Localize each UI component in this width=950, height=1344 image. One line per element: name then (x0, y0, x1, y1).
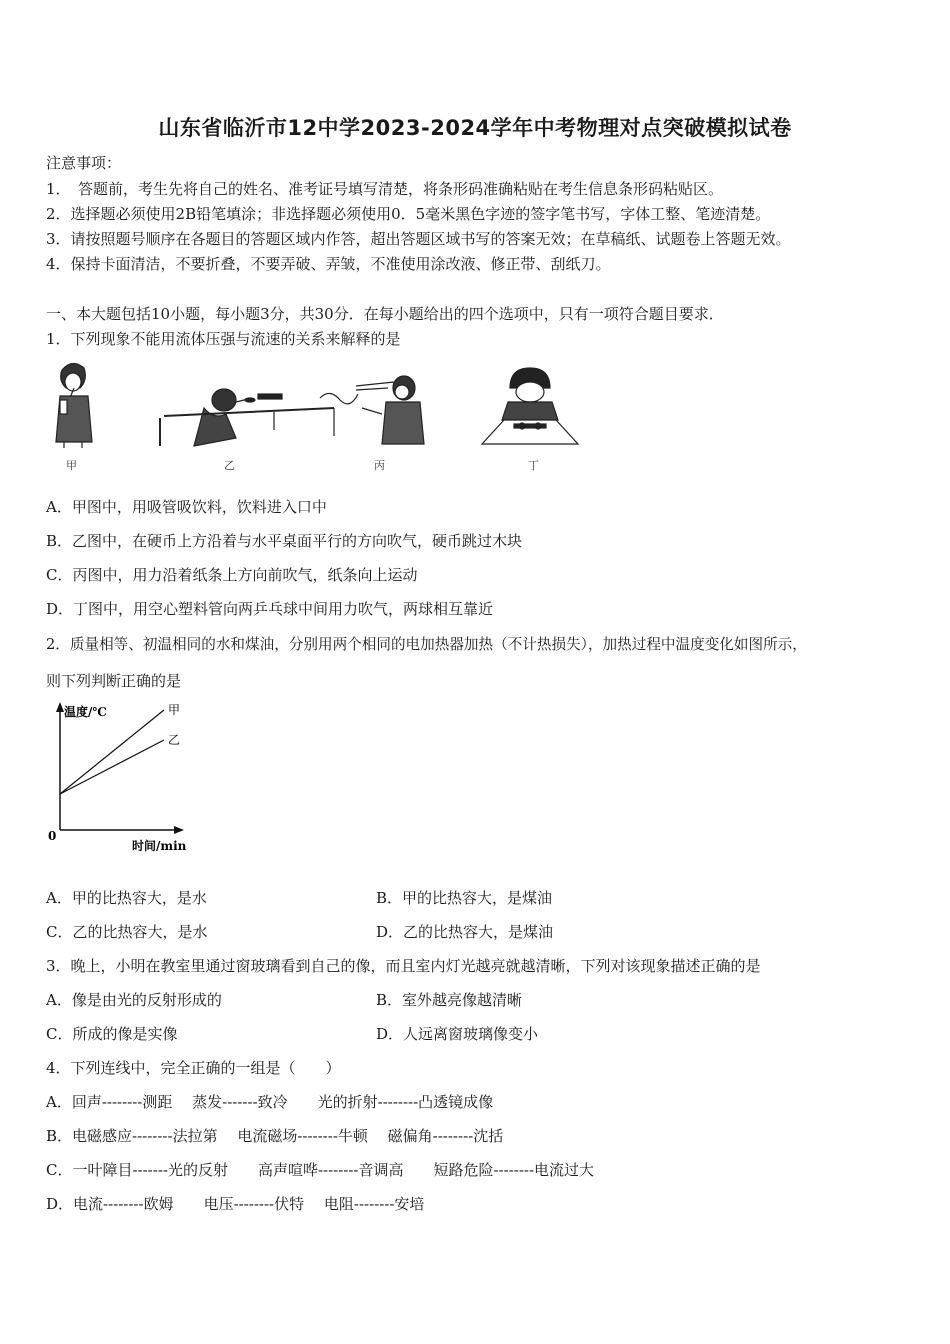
y-axis-label: 温度/℃ (64, 705, 107, 719)
figure-caption: 甲 (66, 459, 77, 472)
figure-caption: 丁 (528, 459, 539, 472)
question-3-stem: 3．晚上，小明在教室里通过窗玻璃看到自己的像，而且室内灯光越亮就越清晰，下列对该现象描述正确的是 (46, 957, 761, 975)
notice-item: 4．保持卡面清洁，不要折叠，不要弄破、弄皱，不准使用涂改液、修正带、刮纸刀。 (46, 255, 611, 273)
notice-item: 1． 答题前，考生先将自己的姓名、准考证号填写清楚，将条形码准确粘贴在考生信息条形码粘贴区。 (46, 180, 724, 198)
origin-label: 0 (48, 829, 57, 843)
x-axis-label: 时间/min (132, 839, 187, 853)
answer-option: D．人远离窗玻璃像变小 (376, 1025, 539, 1043)
answer-option: C．所成的像是实像 (46, 1025, 178, 1043)
answer-option: B．甲的比热容大，是煤油 (376, 889, 553, 907)
question-2-stem: 2．质量相等、初温相同的水和煤油，分别用两个相同的电加热器加热（不计热损失），加热过程中温度变化如图所示， (46, 636, 807, 653)
figure-jia (56, 363, 92, 448)
figure-ding (482, 368, 578, 444)
answer-option: A．回声--------测距 蒸发-------致冷 光的折射--------凸透镜成像 (46, 1093, 494, 1111)
x-axis-arrow (174, 826, 184, 834)
section-heading: 一、本大题包括10小题，每小题3分，共30分．在每小题给出的四个选项中，只有一项符合题目要求． (46, 305, 724, 323)
series-line-yi (60, 740, 164, 794)
question-1-stem: 1．下列现象不能用流体压强与流速的关系来解释的是 (46, 330, 401, 348)
answer-option: A．甲的比热容大，是水 (46, 889, 207, 907)
answer-option: D．电流--------欧姆 电压--------伏特 电阻--------安培 (46, 1195, 425, 1213)
y-axis-arrow (56, 702, 64, 712)
answer-option: D．丁图中，用空心塑料管向两乒乓球中间用力吹气，两球相互靠近 (46, 600, 494, 618)
figure-caption: 丙 (374, 459, 385, 472)
answer-option: D．乙的比热容大，是煤油 (376, 923, 554, 941)
series-label-yi: 乙 (168, 733, 181, 747)
question-2-stem-cont: 则下列判断正确的是 (46, 672, 182, 690)
answer-option: C．丙图中，用力沿着纸条上方向前吹气，纸条向上运动 (46, 566, 418, 584)
series-label-jia: 甲 (168, 703, 181, 717)
answer-option: A．甲图中，用吸管吸饮料，饮料进入口中 (46, 498, 327, 516)
answer-option: A．像是由光的反射形成的 (46, 991, 222, 1009)
temperature-time-chart (44, 700, 244, 860)
answer-option: B．乙图中，在硬币上方沿着与水平桌面平行的方向吹气，硬币跳过木块 (46, 532, 523, 550)
notice-item: 2．选择题必须使用2B铅笔填涂；非选择题必须使用0．5毫米黑色字迹的签字笔书写，字体工整、笔迹清楚。 (46, 205, 771, 223)
figure-bing (320, 376, 424, 444)
q1-illustrations (44, 358, 584, 478)
answer-option: B．室外越亮像越清晰 (376, 991, 523, 1009)
answer-option: C．一叶障目-------光的反射 高声喧哗--------音调高 短路危险--------电流过大 (46, 1161, 595, 1179)
figure-caption: 乙 (224, 459, 235, 472)
figure-yi (160, 389, 334, 446)
page-title: 山东省临沂市12中学2023-2024学年中考物理对点突破模拟试卷 (158, 116, 792, 140)
answer-option: C．乙的比热容大，是水 (46, 923, 208, 941)
question-4-stem: 4．下列连线中，完全正确的一组是（ ） (46, 1059, 341, 1077)
series-line-jia (60, 710, 164, 794)
answer-option: B．电磁感应--------法拉第 电流磁场--------牛顿 磁偏角--------沈括 (46, 1127, 504, 1145)
notice-heading: 注意事项： (46, 154, 122, 172)
notice-item: 3．请按照题号顺序在各题目的答题区域内作答，超出答题区域书写的答案无效；在草稿纸、试题卷上答题无效。 (46, 230, 791, 248)
